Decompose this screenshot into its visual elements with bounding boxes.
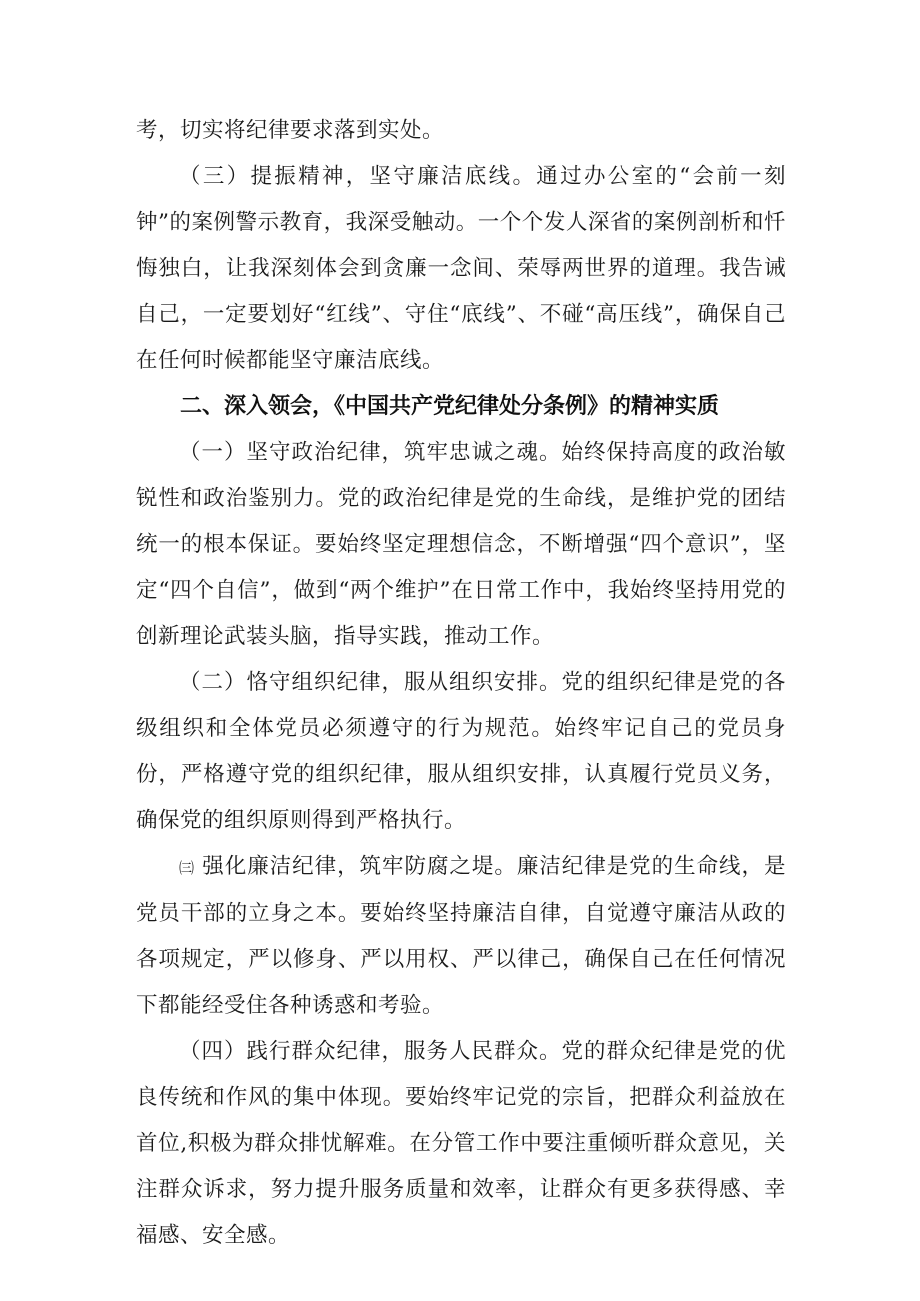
paragraph-section-2-3	[136, 844, 786, 1029]
enumeration-mark: ㈢	[179, 859, 195, 877]
paragraph-continuation: 考，切实将纪律要求落到实处。	[136, 118, 445, 143]
paragraph-section-2-3-text: 强化廉洁纪律，筑牢防腐之堤。廉洁纪律是党的生命线，是党员干部的立身之本。要始终坚持廉洁自律，自觉遵守廉洁从政的各项规定，严以修身、严以用权、严以律己，确保自己在任何情况下都能经受住各种诱惑和考验。	[136, 854, 786, 1018]
paragraph-section-2-2: （二）恪守组织纪律，服从组织安排。党的组织纪律是党的各级组织和全体党员必须遵守的行为规范。始终牢记自己的党员身份，严格遵守党的组织纪律，服从组织安排，认真履行党员义务，确保党的组织原则得到严格执行。	[136, 670, 786, 833]
paragraph-section-1-3: （三）提振精神，坚守廉洁底线。通过办公室的“会前一刻钟”的案例警示教育，我深受触动。一个个发人深省的案例剖析和忏悔独白，让我深刻体会到贪廉一念间、荣辱两世界的道理。我告诫自己，一定要划好“红线”、守住“底线”、不碰“高压线”，确保自己在任何时候都能坚守廉洁底线。	[136, 164, 786, 373]
section-heading-2: 二、深入领会，《中国共产党纪律处分条例》的精神实质	[180, 394, 720, 419]
paragraph-section-2-1: （一）坚守政治纪律，筑牢忠诚之魂。始终保持高度的政治敏锐性和政治鉴别力。党的政治纪律是党的生命线，是维护党的团结统一的根本保证。要始终坚定理想信念，不断增强“四个意识”，坚定“四个自信”，做到“两个维护”在日常工作中，我始终坚持用党的创新理论武装头脑，指导实践，推动工作。	[136, 440, 786, 649]
paragraph-section-2-4: （四）践行群众纪律，服务人民群众。党的群众纪律是党的优良传统和作风的集中体现。要始终牢记党的宗旨，把群众利益放在首位,积极为群众排忧解难。在分管工作中要注重倾听群众意见，关注群众诉求，努力提升服务质量和效率，让群众有更多获得感、幸福感、安全感。	[136, 1039, 786, 1248]
document-body	[136, 108, 786, 1259]
